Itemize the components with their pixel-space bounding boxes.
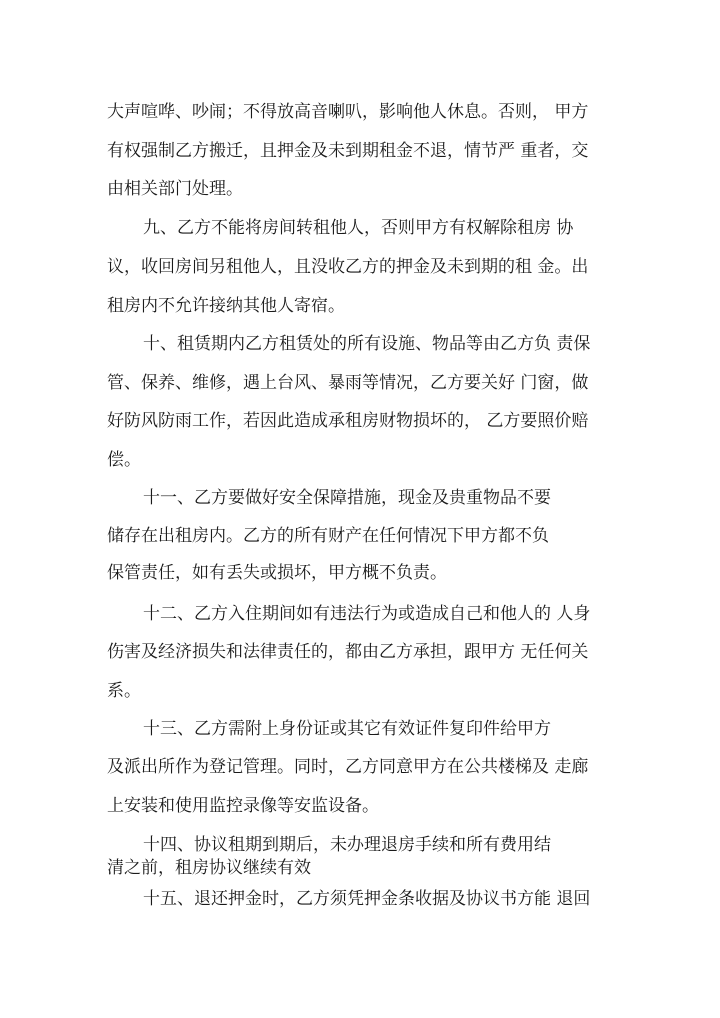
text-line: 偿。 xyxy=(107,450,141,470)
text-line: 议，收回房间另租他人，且没收乙方的押金及未到期的租 金。出 xyxy=(107,257,589,277)
text-line: 租房内不允许接纳其他人寄宿。 xyxy=(107,296,345,316)
text-line: 十二、乙方入住期间如有违法行为或造成自己和他人的 人身 xyxy=(143,604,591,624)
text-line: 系。 xyxy=(107,681,141,701)
text-line: 保管责任，如有丢失或损坏，甲方概不负责。 xyxy=(107,563,447,583)
text-line: 十三、乙方需附上身份证或其它有效证件复印件给甲方 xyxy=(143,719,551,739)
text-line: 十四、协议租期到期后，未办理退房手续和所有费用结 xyxy=(143,835,551,855)
text-line: 十、租赁期内乙方租赁处的所有设施、物品等由乙方负 责保 xyxy=(143,334,591,354)
text-line: 及派出所作为登记管理。同时，乙方同意甲方在公共楼梯及 走廊 xyxy=(107,757,589,777)
text-line: 十五、退还押金时，乙方须凭押金条收据及协议书方能 退回 xyxy=(143,889,591,909)
text-line: 伤害及经济损失和法律责任的，都由乙方承担，跟甲方 无任何关 xyxy=(107,642,589,662)
text-line: 由相关部门处理。 xyxy=(107,179,243,199)
text-line: 好防风防雨工作，若因此造成承租房财物损坏的， 乙方要照价赔 xyxy=(107,411,589,431)
text-line: 清之前，租房协议继续有效 xyxy=(107,858,311,878)
text-line: 上安装和使用监控录像等安监设备。 xyxy=(107,796,379,816)
text-line: 九、乙方不能将房间转租他人，否则甲方有权解除租房 协 xyxy=(143,218,574,238)
text-line: 十一、乙方要做好安全保障措施，现金及贵重物品不要 xyxy=(143,488,551,508)
text-line: 大声喧哗、吵闹；不得放高音喇叭，影响他人休息。否则， 甲方 xyxy=(107,102,589,122)
text-line: 有权强制乙方搬迁，且押金及未到期租金不退，情节严 重者，交 xyxy=(107,141,589,161)
text-line: 储存在出租房内。乙方的所有财产在任何情况下甲方都不负 xyxy=(107,526,549,546)
text-line: 管、保养、维修，遇上台风、暴雨等情况，乙方要关好 门窗，做 xyxy=(107,373,589,393)
